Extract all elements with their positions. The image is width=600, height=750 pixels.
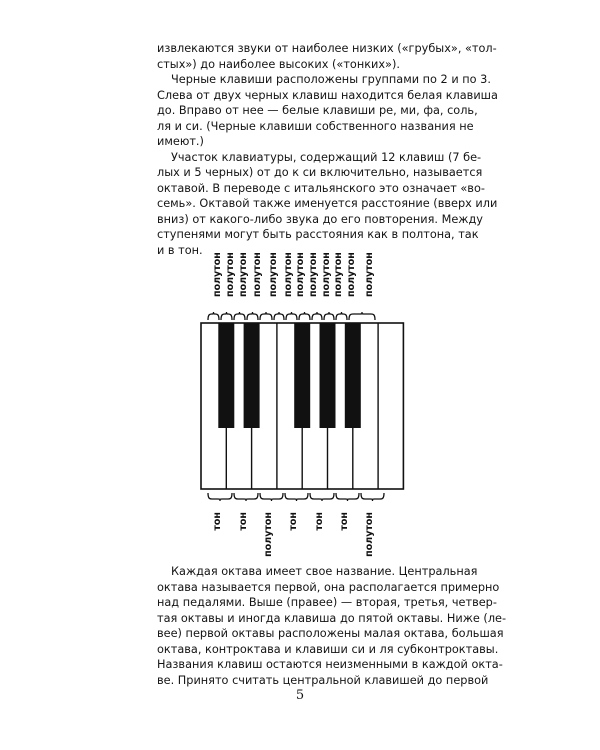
semitone-label: полутон [268, 252, 279, 297]
text-line: ступенями могут быть расстояния как в полтона, так [157, 228, 479, 241]
semitone-label: полутон [238, 252, 249, 297]
interval-label: полутон [364, 512, 375, 557]
semitone-label: полутон [364, 252, 375, 297]
interval-brace [221, 312, 232, 320]
interval-brace [324, 312, 334, 320]
interval-brace [260, 312, 272, 320]
semitone-label: полутон [346, 252, 357, 297]
top-interval-labels [212, 252, 375, 297]
interval-brace [349, 312, 375, 320]
interval-brace [310, 493, 334, 501]
semitone-label: полутон [283, 252, 294, 297]
bottom-braces [208, 493, 384, 501]
interval-brace [285, 493, 308, 501]
interval-brace [234, 312, 245, 320]
semitone-label: полутон [333, 252, 344, 297]
interval-brace [299, 312, 310, 320]
text-line: до. Вправо от нее — белые клавиши ре, ми, фа, соль, [157, 104, 478, 117]
text-line: Черные клавиши расположены группами по 2 и по 3. [171, 73, 491, 86]
semitone-label: полутон [212, 252, 223, 297]
text-line: имеют.) [157, 135, 204, 148]
piano-keys [201, 323, 403, 489]
semitone-label: полутон [252, 252, 263, 297]
semitone-label: полутон [308, 252, 319, 297]
text-line: семь». Октавой также именуется расстояние (вверх или [157, 197, 498, 210]
text-line: ве. Принято считать центральной клавишей до первой [157, 673, 489, 687]
interval-label: тон [238, 512, 249, 531]
text-line: Каждая октава имеет свое название. Центральная [171, 565, 478, 578]
interval-brace [274, 312, 284, 320]
black-key [218, 323, 234, 428]
black-key [294, 323, 310, 428]
interval-brace [361, 493, 384, 501]
text-line: над педалями. Выше (правее) — вторая, третья, четвер- [157, 596, 497, 609]
black-key [320, 323, 336, 428]
text-line: извлекаются звуки от наиболее низких («грубых», «тол- [157, 42, 497, 55]
text-line: тая октавы и иногда клавиша до пятой октавы. Ниже (ле- [157, 611, 507, 625]
bottom-interval-labels [212, 512, 375, 557]
text-line: октава называется первой, она располагается примерно [157, 580, 500, 594]
interval-label: тон [288, 512, 299, 531]
bottom-text-block [157, 564, 507, 688]
interval-label: тон [339, 512, 350, 531]
semitone-label: полутон [321, 252, 332, 297]
interval-brace [208, 312, 219, 320]
interval-brace [260, 493, 283, 501]
interval-brace [247, 312, 258, 320]
interval-brace [336, 312, 347, 320]
text-line: октава, контроктава и клавиши си и ля субконтроктавы. [157, 642, 499, 656]
text-line: вниз) от какого-либо звука до его повторения. Между [157, 212, 483, 226]
semitone-label: полутон [225, 252, 236, 297]
top-braces [208, 312, 375, 320]
semitone-label: полутон [295, 252, 306, 297]
text-line: Слева от двух черных клавиш находится белая клавиша [157, 88, 498, 102]
text-line: стых») до наиболее высоких («тонких»). [157, 57, 400, 71]
text-line: Названия клавиш остаются неизменными в каждой окта- [157, 658, 503, 671]
text-line: октавой. В переводе с итальянского это означает «во- [157, 181, 485, 195]
interval-brace [234, 493, 258, 501]
black-key [244, 323, 260, 428]
interval-brace [336, 493, 359, 501]
text-line: и в тон. [157, 243, 203, 257]
black-key [345, 323, 361, 428]
interval-brace [286, 312, 297, 320]
interval-label: тон [212, 512, 223, 531]
text-line: лых и 5 черных) от до к си включительно, называется [157, 166, 483, 179]
interval-label: тон [314, 512, 325, 531]
text-line: вее) первой октавы расположены малая октава, большая [157, 627, 504, 640]
text-line: Участок клавиатуры, содержащий 12 клавиш (7 бе- [171, 150, 482, 164]
page-number: 5 [295, 688, 305, 703]
interval-brace [208, 493, 232, 501]
text-line: ля и си. (Черные клавиши собственного названия не [157, 119, 474, 133]
interval-label: полутон [263, 512, 274, 557]
interval-brace [312, 312, 322, 320]
